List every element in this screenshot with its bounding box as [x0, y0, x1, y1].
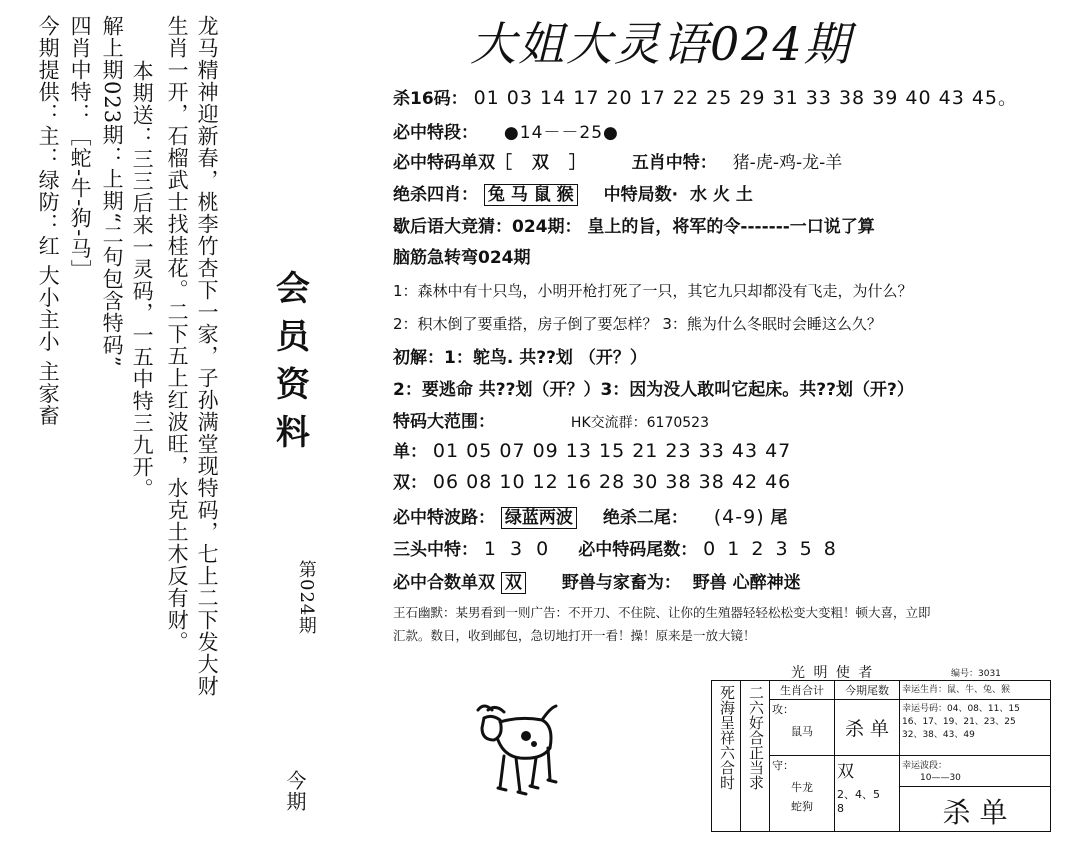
- five-label: 五肖中特：: [631, 153, 717, 173]
- gm-h3: 幸运生肖：鼠、牛、兔、猴: [900, 681, 1051, 700]
- head-label: 三头中特：: [393, 540, 478, 560]
- joke-line-1: 王石幽默：某男看到一则广告：不开刀、不住院、让你的生殖器轻轻松松变大变粗！顿大喜，立即: [393, 605, 931, 620]
- kill4-label: 绝杀四肖：: [393, 185, 478, 205]
- kill2-value: (4-9): [713, 506, 765, 528]
- gm-double: 双: [837, 762, 854, 782]
- kill16-label: 杀16码：: [393, 89, 468, 109]
- sum-label: 必中合数单双: [393, 573, 495, 593]
- page-title: 大姐大灵语024期: [470, 17, 852, 71]
- row-riddle: [393, 212, 875, 237]
- gm-title: 光 明 使 者: [791, 665, 875, 681]
- gm-table: [711, 680, 1051, 832]
- verse-col-1: 龙马精神迎新春，桃李竹杏下一家，子孙满堂现特码，七上二下发大财: [195, 15, 220, 697]
- gm-tail-cell: [835, 756, 900, 832]
- tail-value: 0 1 2 3 5 8: [703, 538, 839, 560]
- beast-label: 野兽与家畜为：: [561, 573, 681, 593]
- kill4-value: 兔 马 鼠 猴: [484, 184, 578, 206]
- gm-tails: 2、4、5 8: [837, 788, 880, 815]
- beast-value: 野兽 心醉神迷: [692, 573, 801, 593]
- joke-line-2: 汇款。数日，收到邮包，急切地打开一看！操！原来是一放大镜！: [393, 628, 756, 643]
- gm-code: 编号：3031: [951, 669, 1001, 679]
- answer-1: 初解：1：鸵鸟. 共??划 （开？）: [393, 348, 647, 368]
- gm-gong: [770, 700, 835, 756]
- today-label: 今期: [283, 770, 307, 812]
- oddeven-value: 双: [531, 153, 549, 173]
- even-label: 双：: [393, 473, 427, 493]
- answer-2: 2：要逃命 共??划（开？）3：因为没人敢叫它起床。共??划（开?）: [393, 380, 914, 400]
- even-nums: 06 08 10 12 16 28 30 38 38 42 46: [432, 471, 792, 493]
- oddeven-label: 必中特码单双［: [393, 153, 512, 173]
- left-panel: [0, 0, 395, 864]
- range-label: 特码大范围：: [393, 412, 495, 432]
- row-range: [393, 407, 709, 432]
- kill2-label: 绝杀二尾：: [602, 508, 688, 528]
- gm-range-label: 幸运波段：: [902, 761, 948, 771]
- wave-value: 绿蓝两波: [501, 507, 577, 529]
- row-kill4: [393, 180, 753, 205]
- gm-lucky-nums: 幸运号码：04、08、11、15 16、17、19、21、23、25 32、38、43、49: [900, 700, 1051, 756]
- gm-gong-label: 攻：: [772, 703, 794, 716]
- verse-col-4: 解上期023期：上期“二句包含特码”: [100, 15, 125, 368]
- issue-number: 第024期: [295, 560, 317, 636]
- gm-range-value: 10——30: [900, 773, 1050, 787]
- brain-label: 脑筋急转弯024期: [393, 248, 531, 268]
- row-head: [393, 535, 839, 560]
- gm-h2: 今期尾数: [835, 681, 900, 700]
- kill2-end: 尾: [770, 508, 788, 528]
- guangming-box: [711, 662, 1056, 834]
- row-wave: [393, 503, 788, 528]
- gm-gong-value: 鼠马: [791, 725, 813, 738]
- odd-nums: 01 05 07 09 13 15 21 23 33 43 47: [432, 440, 792, 462]
- verse-col-6: 今期提供：主：绿防：红 大小主小 主家畜: [36, 15, 61, 427]
- elem-label: 中特局数·: [603, 185, 679, 205]
- kill16-nums: 01 03 14 17 20 17 22 25 29 31 33 38 39 40 43 45。: [473, 87, 1019, 109]
- segment-label: 必中特段：: [393, 123, 478, 143]
- tail-label: 必中特码尾数：: [578, 540, 698, 560]
- row-even: [393, 468, 791, 493]
- verse-col-2: 生肖一开，石榴武士找桂花。二下五上红波旺，水克土木反有财。: [165, 15, 190, 653]
- gm-shou-value: 牛龙 蛇狗: [791, 781, 813, 813]
- oddeven-end: ］: [568, 153, 586, 173]
- row-odd: [393, 437, 791, 462]
- ox-icon: [470, 700, 560, 810]
- row-kill16: [393, 83, 1018, 110]
- riddle-label: 歇后语大竞猜：024期：: [393, 217, 582, 237]
- verse-col-3: 本期送：三三后来一灵码，一五中特三九开。: [130, 60, 155, 500]
- five-value: 猪-虎-鸡-龙-羊: [732, 153, 843, 173]
- gm-shou-label: 守：: [772, 759, 794, 772]
- row-segment: [393, 118, 619, 143]
- question-1: 1：森林中有十只鸟，小明开枪打死了一只，其它九只却都没有飞走，为什么？: [393, 282, 913, 300]
- row-oddeven: [393, 148, 842, 173]
- gm-range-cell: [900, 756, 1051, 832]
- question-2: 2：积木倒了要重搭，房子倒了要怎样？ 3：熊为什么冬眠时会睡这么久？: [393, 315, 882, 333]
- hk-group: HK交流群：6170523: [570, 415, 709, 431]
- member-title: 会员资料: [269, 270, 310, 462]
- wave-label: 必中特波路：: [393, 508, 495, 528]
- elem-value: 水 火 土: [690, 185, 753, 205]
- odd-label: 单：: [393, 442, 427, 462]
- verse-col-5: 四肖中特：［蛇-牛-狗-马］: [68, 15, 93, 282]
- row-brain: [393, 243, 531, 268]
- gm-h1: 生肖合计: [770, 681, 835, 700]
- gm-big-kill: 杀 单: [942, 796, 1008, 829]
- gm-vertical-2: 二六好合正当求: [741, 681, 770, 832]
- gm-vertical-1: 死海呈祥六合时: [712, 681, 741, 832]
- gm-shou: [770, 756, 835, 832]
- riddle-value: 皇上的旨，将军的令-------一口说了算: [587, 217, 875, 237]
- head-value: 1 3 0: [483, 538, 553, 560]
- row-sum: [393, 568, 801, 593]
- sum-value: 双: [501, 572, 526, 594]
- segment-value: ●14－－25●: [503, 123, 619, 143]
- gm-kill-single: 杀 单: [835, 700, 900, 756]
